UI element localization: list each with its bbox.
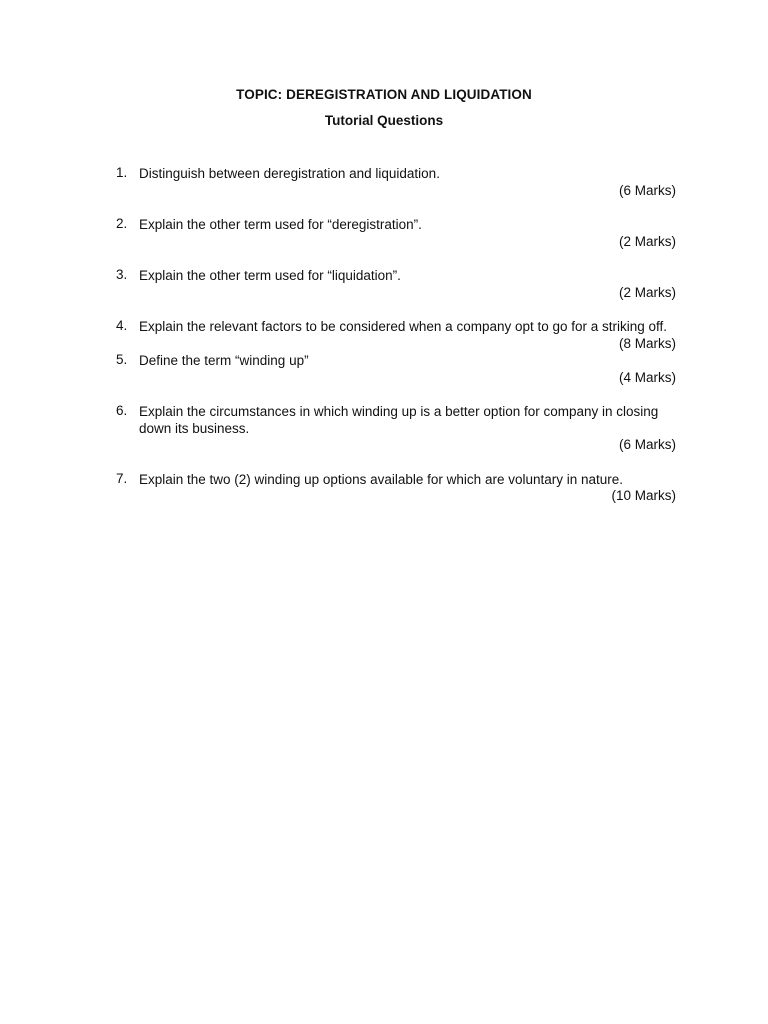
question-item [116, 471, 676, 505]
question-marks: (10 Marks) [611, 488, 676, 503]
question-item [116, 403, 676, 454]
question-number: 3. [116, 267, 128, 282]
question-text: Explain the other term used for “deregistration”. [139, 217, 422, 232]
question-marks: (2 Marks) [619, 284, 676, 300]
question-marks: (2 Marks) [619, 233, 676, 249]
question-number: 1. [116, 165, 128, 180]
question-text: Explain the two (2) winding up options available for which are voluntary in nature. [139, 471, 624, 487]
question-number: 5. [116, 352, 128, 367]
question-marks: (4 Marks) [619, 369, 676, 385]
question-list [116, 165, 676, 505]
question-text: Explain the relevant factors to be considered when a company opt to go for a striking off. [139, 319, 668, 334]
document-title: TOPIC: DEREGISTRATION AND LIQUIDATION [236, 87, 532, 102]
question-number: 6. [116, 403, 128, 418]
question-text: Distinguish between deregistration and liquidation. [139, 166, 440, 181]
document-subtitle: Tutorial Questions [324, 113, 444, 128]
question-text: Explain the circumstances in which winding up is a better option for company in closing down its business. [139, 404, 659, 436]
question-number: 2. [116, 216, 128, 231]
question-text: Explain the other term used for “liquidation”. [139, 268, 401, 283]
question-item [116, 267, 676, 301]
question-item [116, 216, 676, 250]
question-marks: (6 Marks) [619, 182, 676, 198]
question-item [116, 165, 676, 199]
question-marks: (6 Marks) [619, 437, 676, 452]
question-marks: (8 Marks) [619, 335, 676, 351]
question-text: Define the term “winding up” [139, 353, 309, 368]
question-item [116, 318, 676, 352]
question-number: 4. [116, 318, 128, 333]
question-item [116, 352, 676, 386]
question-number: 7. [116, 470, 128, 486]
